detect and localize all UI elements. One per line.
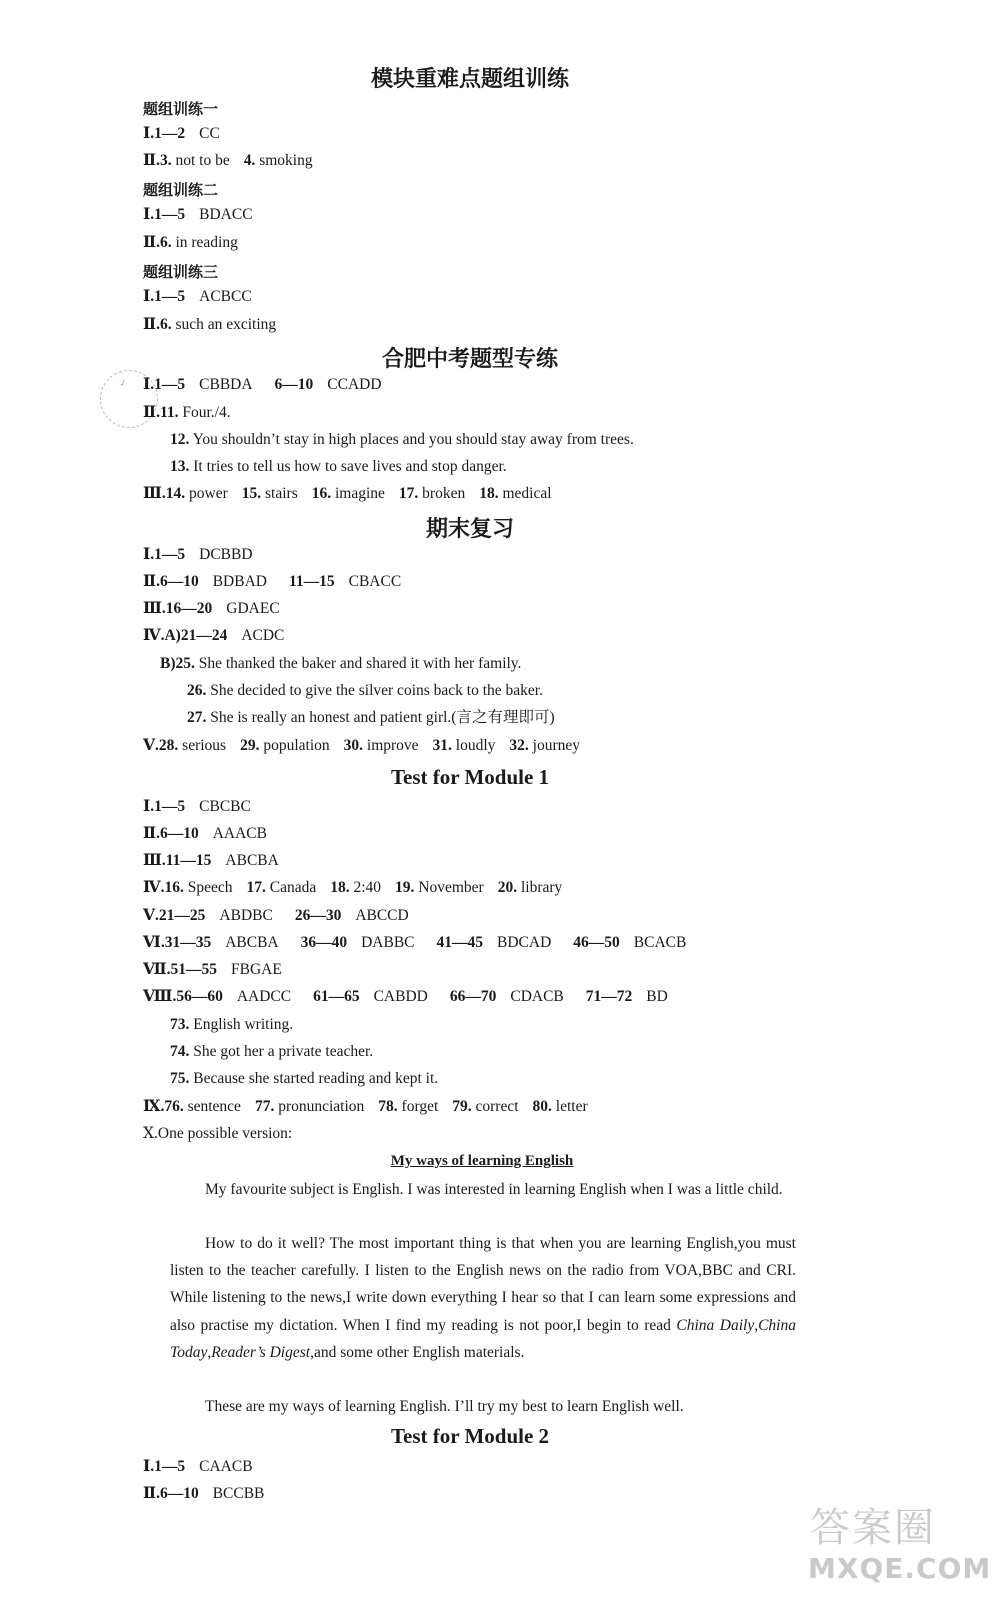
answer-line: Ⅷ.56—60 AADCC 61—65 CABDD 66—70 CDACB 71—72 BD bbox=[143, 988, 668, 1005]
answer-line: Ⅱ.11. Four./4. bbox=[143, 404, 231, 421]
answer-line: 27. She is really an honest and patient girl.(言之有理即可) bbox=[187, 709, 555, 726]
group-heading-2: 题组训练二 bbox=[143, 181, 219, 199]
answer-line: Ⅳ.A)21—24 ACDC bbox=[143, 627, 285, 644]
group-heading-3: 题组训练三 bbox=[143, 263, 219, 281]
answer-line: Ⅰ.1—2 CC bbox=[143, 125, 220, 142]
answer-line: Ⅹ.One possible version: bbox=[143, 1125, 293, 1142]
watermark-logo: 答案圈 MXQE.COM bbox=[808, 1505, 992, 1585]
answer-line: Ⅰ.1—5 CAACB bbox=[143, 1458, 253, 1475]
essay-paragraph-2: How to do it well? The most important thing is that when you are learning English,you must listen to the teacher carefully. I listen to the English news on the radio from VOA,BBC and CRI. While listening to the news,I write down everything I hear so that I can learn some expressions and also practise my dictation. When I find my reading is not poor,I begin to read China Daily,China Today,Reader’s Digest,and some other English materials. bbox=[170, 1235, 796, 1361]
stamp-mark: ✓ bbox=[92, 362, 166, 436]
answer-line: Ⅱ.6. in reading bbox=[143, 234, 238, 251]
essay-paragraph-1: My favourite subject is English. I was interested in learning English when I was a little child. bbox=[205, 1181, 783, 1198]
answer-line: Ⅲ.16—20 GDAEC bbox=[143, 600, 280, 617]
answer-line: B)25. She thanked the baker and shared it with her family. bbox=[160, 655, 522, 672]
answer-line: Ⅱ.6—10 BDBAD 11—15 CBACC bbox=[143, 573, 402, 590]
answer-line: 74. She got her a private teacher. bbox=[170, 1043, 374, 1060]
answer-line: Ⅵ.31—35 ABCBA 36—40 DABBC 41—45 BDCAD 46—50 BCACB bbox=[143, 934, 687, 951]
section-title-final-review: 期末复习 bbox=[425, 517, 514, 542]
answer-line: 26. She decided to give the silver coins back to the baker. bbox=[187, 682, 543, 699]
answer-line: 12. You shouldn’t stay in high places and you should stay away from trees. bbox=[170, 431, 634, 448]
section-title-hefei-exam: 合肥中考题型专练 bbox=[381, 347, 558, 372]
answer-line: Ⅰ.1—5 ACBCC bbox=[143, 288, 252, 305]
group-heading-1: 题组训练一 bbox=[143, 100, 219, 118]
answer-line: Ⅶ.51—55 FBGAE bbox=[143, 961, 282, 978]
answer-line: Ⅱ.6—10 BCCBB bbox=[143, 1485, 265, 1502]
answer-line: Ⅴ.28. serious 29. population 30. improve 31. loudly 32. journey bbox=[143, 737, 581, 754]
answer-line: Ⅱ.6—10 AAACB bbox=[143, 825, 267, 842]
answer-line: Ⅰ.1—5 CBCBC bbox=[143, 798, 251, 815]
answer-line: Ⅳ.16. Speech 17. Canada 18. 2:40 19. November 20. library bbox=[143, 879, 563, 896]
answer-line: Ⅴ.21—25 ABDBC 26—30 ABCCD bbox=[143, 907, 409, 924]
answer-line: Ⅱ.3. not to be 4. smoking bbox=[143, 152, 313, 169]
answer-line: Ⅰ.1—5 BDACC bbox=[143, 206, 253, 223]
answer-line: 73. English writing. bbox=[170, 1016, 294, 1033]
essay-paragraph-3: These are my ways of learning English. I’ll try my best to learn English well. bbox=[205, 1398, 684, 1415]
answer-line: Ⅸ.76. sentence 77. pronunciation 78. forget 79. correct 80. letter bbox=[143, 1098, 588, 1115]
answer-line: Ⅲ.11—15 ABCBA bbox=[143, 852, 279, 869]
answer-line: Ⅱ.6. such an exciting bbox=[143, 316, 277, 333]
essay-title: My ways of learning English bbox=[390, 1153, 574, 1169]
answer-line: 75. Because she started reading and kept it. bbox=[170, 1070, 439, 1087]
answer-line: Ⅲ.14. power 15. stairs 16. imagine 17. broken 18. medical bbox=[143, 485, 552, 502]
section-title-module-practice: 模块重难点题组训练 bbox=[370, 67, 569, 92]
answer-line: 13. It tries to tell us how to save lives and stop danger. bbox=[170, 458, 507, 475]
answer-line: Ⅰ.1—5 DCBBD bbox=[143, 546, 253, 563]
section-title-test-module-1: Test for Module 1 bbox=[390, 765, 550, 789]
answer-line: Ⅰ.1—5 CBBDA 6—10 CCADD bbox=[143, 376, 382, 393]
section-title-test-module-2: Test for Module 2 bbox=[390, 1424, 550, 1448]
